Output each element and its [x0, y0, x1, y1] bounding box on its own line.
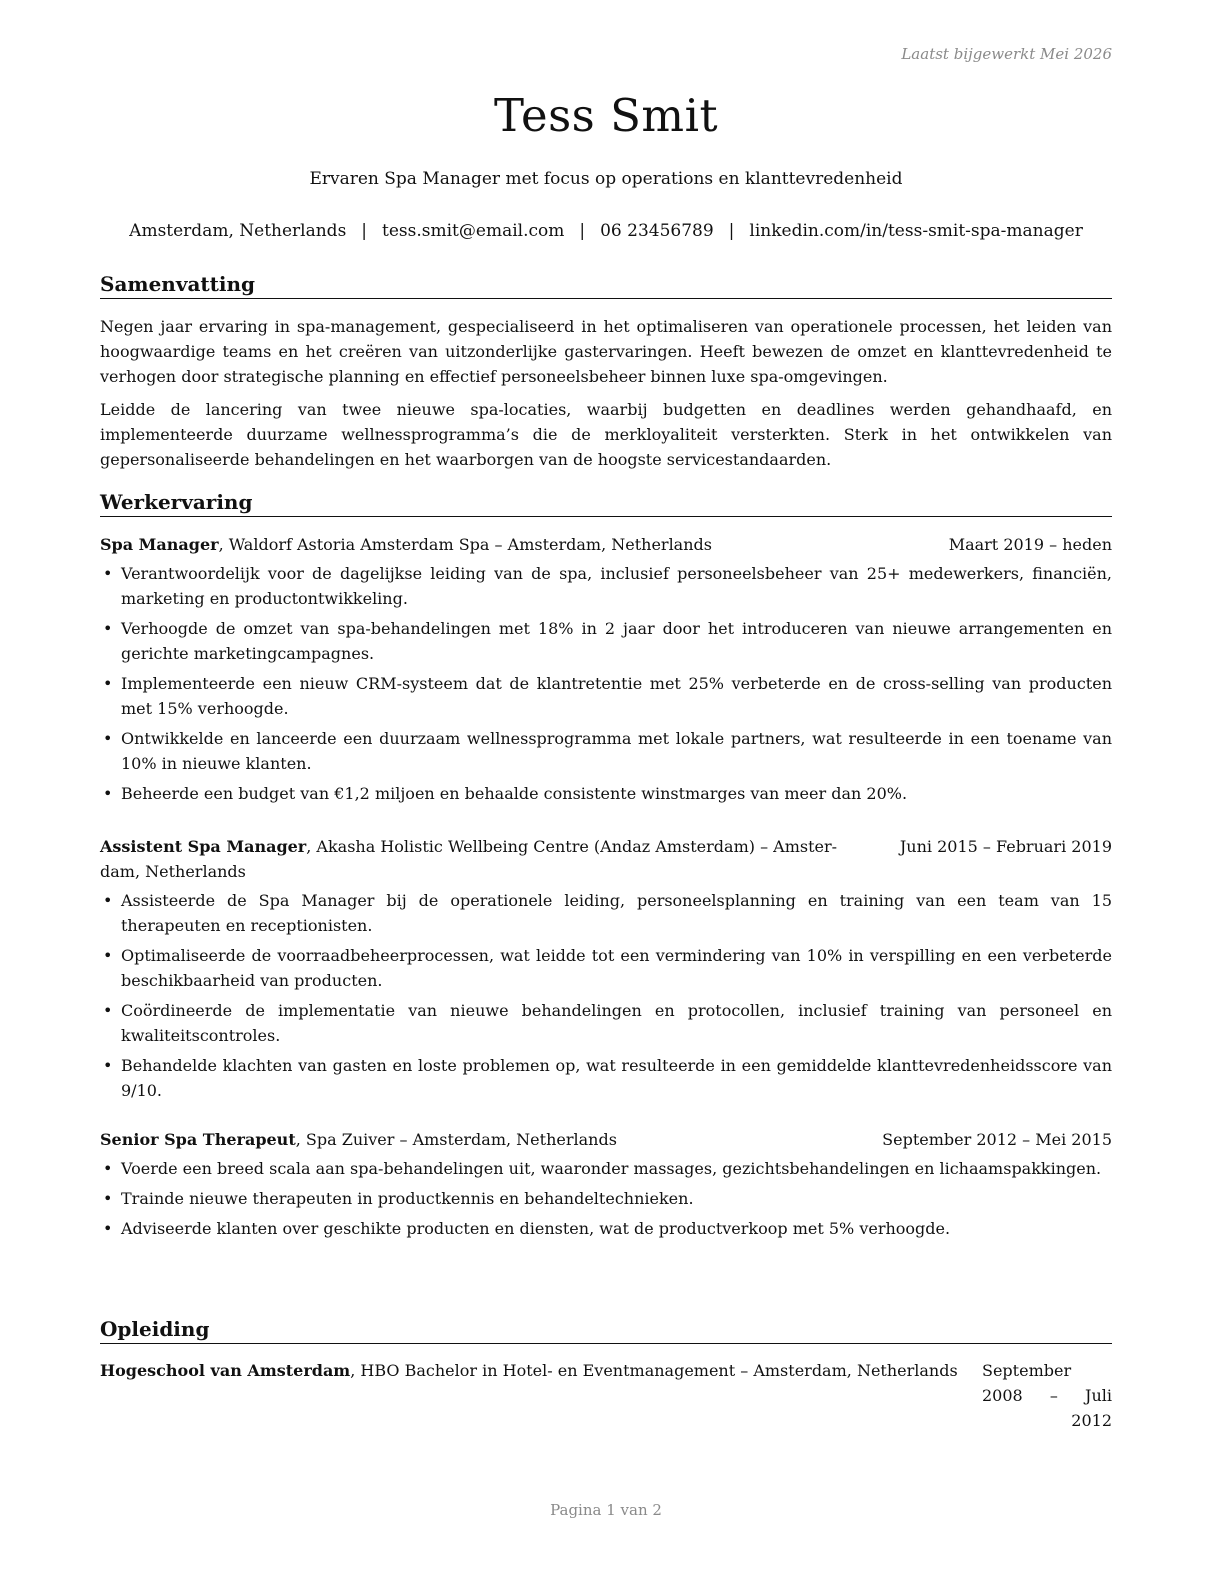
- job-entry: [100, 834, 1112, 1108]
- bullet-item: • Verhoogde de omzet van spa-behandelingen met 18% in 2 jaar door het introduceren van nieuwe arrangementen en gerichte marketingcampagnes.: [103, 619, 1112, 663]
- bullet-item: • Adviseerde klanten over geschikte producten en diensten, wat de productverkoop met 5% verhoogde.: [103, 1219, 951, 1238]
- bullet-item: • Behandelde klachten van gasten en loste problemen op, wat resulteerde in een gemiddelde klanttevredenheidsscore van 9/10.: [103, 1056, 1112, 1100]
- job-dates: Juni 2015 – Februari 2019: [899, 837, 1112, 856]
- contact-separator: |: [728, 221, 735, 241]
- contact-line: [90, 219, 1122, 243]
- bullet-item: • Beheerde een budget van €1,2 miljoen en behaalde consistente winstmarges van meer dan 20%.: [103, 784, 908, 803]
- contact-location: Amsterdam, Netherlands: [129, 221, 347, 241]
- job-title: Senior Spa Therapeut: [100, 1130, 296, 1149]
- bullet-item: • Voerde een breed scala aan spa-behandelingen uit, waaronder massages, gezichtsbehandelingen en lichaamspakkingen.: [103, 1159, 1102, 1178]
- job-entry: [100, 532, 1112, 811]
- summary-paragraph: Leidde de lancering van twee nieuwe spa-locaties, waarbij budgetten en deadlines werden gehandhaafd, en implementeerde duurzame wellnessprogramma’s die de merkloyaliteit versterkten. Sterk in het ontwikkelen van gepersonaliseerde behandelingen en het waarborgen van de hoogste servicestandaarden.: [100, 400, 1112, 469]
- job-header: [100, 532, 1112, 557]
- contact-separator: |: [579, 221, 586, 241]
- job-title: Assistent Spa Manager: [100, 837, 307, 856]
- contact-phone[interactable]: 06 23456789: [600, 221, 714, 241]
- job-header: [100, 834, 1112, 884]
- section-heading-summary: Samenvatting: [100, 271, 1112, 299]
- job-title: Spa Manager: [100, 535, 219, 554]
- candidate-tagline: Ervaren Spa Manager met focus op operations en klanttevredenheid: [309, 169, 903, 189]
- bullet-item: • Implementeerde een nieuw CRM-systeem dat de klantretentie met 25% verbeterde en de cross-selling van producten met 15% verhoogde.: [103, 674, 1112, 718]
- bullet-item: • Optimaliseerde de voorraadbeheerprocessen, wat leidde tot een vermindering van 10% in verspilling en een verbeterde beschikbaarheid van producten.: [103, 946, 1112, 990]
- education-dates: September 2008 – Juli 2012: [982, 1361, 1112, 1430]
- bullet-item: • Coördineerde de implementatie van nieuwe behandelingen en protocollen, inclusief training van personeel en kwaliteitscontroles.: [103, 1001, 1112, 1045]
- school-name: Hogeschool van Amsterdam: [100, 1361, 351, 1380]
- summary-paragraph: Negen jaar ervaring in spa-management, gespecialiseerd in het optimaliseren van operationele processen, het leiden van hoogwaardige teams en het creëren van uitzonderlijke gastervaringen. Heeft bewezen de omzet en klanttevredenheid te verhogen door strategische planning en effectief personeelsbeheer binnen luxe spa-omgevingen.: [100, 317, 1112, 386]
- job-header: [100, 1127, 1112, 1152]
- job-employer: , Waldorf Astoria Amsterdam Spa – Amsterdam, Netherlands: [218, 535, 712, 554]
- degree-detail: , HBO Bachelor in Hotel- en Eventmanagement – Amsterdam, Netherlands: [350, 1361, 958, 1380]
- job-bullets: [100, 1156, 1112, 1241]
- contact-linkedin[interactable]: linkedin.com/in/tess-smit-spa-manager: [749, 221, 1083, 241]
- education-header: [100, 1358, 1112, 1433]
- job-entry: [100, 1127, 1112, 1246]
- bullet-item: • Trainde nieuwe therapeuten in productkennis en behandeltechnieken.: [103, 1189, 694, 1208]
- job-bullets: [100, 888, 1112, 1103]
- bullet-item: • Assisteerde de Spa Manager bij de operationele leiding, personeelsplanning en training van een team van 15 therapeuten en receptionisten.: [103, 891, 1112, 935]
- job-dates: Maart 2019 – heden: [948, 535, 1112, 554]
- section-heading-education: Opleiding: [100, 1316, 1112, 1344]
- job-bullets: [100, 561, 1112, 806]
- summary-section: [100, 314, 1112, 480]
- candidate-name: Tess Smit: [493, 89, 719, 142]
- job-employer: , Spa Zuiver – Amsterdam, Netherlands: [295, 1130, 617, 1149]
- section-heading-experience: Werkervaring: [100, 489, 1112, 517]
- contact-email[interactable]: tess.smit@email.com: [382, 221, 565, 241]
- job-dates: September 2012 – Mei 2015: [882, 1130, 1112, 1149]
- contact-separator: |: [361, 221, 368, 241]
- education-entry: [100, 1358, 1112, 1433]
- bullet-item: • Ontwikkelde en lanceerde een duurzaam wellnessprogramma met lokale partners, wat resulteerde in een toename van 10% in nieuwe klanten.: [103, 729, 1112, 773]
- page-number: Pagina 1 van 2: [550, 1501, 662, 1519]
- bullet-item: • Verantwoordelijk voor de dagelijkse leiding van de spa, inclusief personeelsbeheer van 25+ medewerkers, financiën, marketing en productontwikkeling.: [103, 564, 1112, 608]
- job-employer: , Akasha Holistic Wellbeing Centre (Andaz Amsterdam) – Amster- dam, Netherlands: [100, 837, 838, 881]
- last-updated: Laatst bijgewerkt Mei 2026: [901, 45, 1112, 63]
- resume-page: [100, 0, 1112, 1584]
